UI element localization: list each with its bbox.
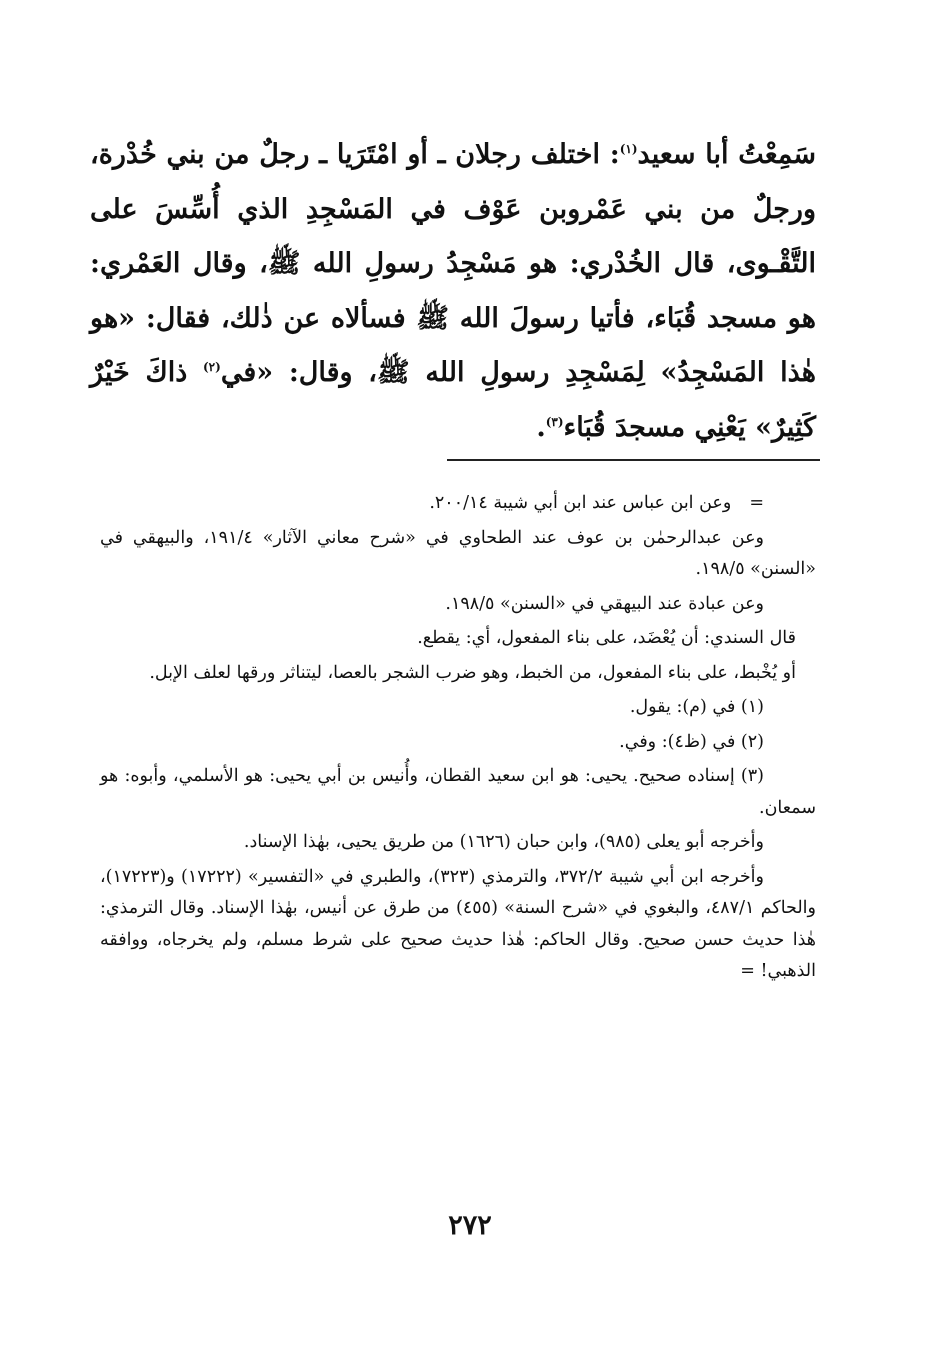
hadith-text-end: .: [536, 411, 546, 443]
footnote-paragraph: وعن عبدالرحمٰن بن عوف عند الطحاوي في «شرح معاني الآثار» ١٩١/٤، والبيهقي في «السنن» ١٩٨/٥.: [100, 527, 816, 579]
footnote-paragraph: [100, 488, 816, 520]
footnote-paragraph: وأخرجه أبو يعلى (٩٨٥)، وابن حبان (١٦٢٦) من طريق يحيى، بهٰذا الإسناد.: [243, 832, 764, 852]
footnote-separator: [447, 459, 820, 461]
footnotes: [100, 488, 816, 991]
footnote-paragraph: أو يُخْبط، على بناء المفعول، من الخبط، وهو ضرب الشجر بالعصا، ليتناثر ورقها لعلف الإبل.: [149, 662, 796, 683]
footnote-paragraph: قال السندي: أن يُعْضَد، على بناء المفعول، أي: يقطع.: [417, 628, 796, 648]
footnote-1: (١) في (م): يقول.: [629, 697, 764, 717]
page-number: ٢٧٢: [448, 1210, 492, 1241]
continuation-mark: =: [749, 493, 764, 513]
footnote-ref-1: (١): [619, 142, 638, 156]
footnote-2: (٢) في (ظ٤): وفي.: [619, 731, 764, 752]
hadith-text-part1: سَمِعْتُ أبا سعيد: [637, 139, 817, 170]
hadith-text: [90, 128, 816, 455]
footnote-paragraph: وأخرجه ابن أبي شيبة ٣٧٢/٢، والترمذي (٣٢٣)، والطبري في «التفسير» (١٧٢٢٢) و(١٧٢٢٣)، والحاكم ٤٨٧/١، والبغوي في «شرح السنة» (٤٥٥) من طرق عن أنيس، بهٰذا الإسناد. وقال الترمذي: هٰذا حديث حسن صحيح. وقال الحاكم: هٰذا حديث صحيح على شرط مسلم، ولم يخرجاه، ووافقه الذهبي! =: [100, 866, 816, 981]
hadith-text-part3: ذاكَ خَيْرٌ كَثِيرٌ» يَعْنِي مسجدَ قُبَاء: [90, 357, 816, 443]
footnote-ref-2: (٢): [202, 360, 221, 374]
hadith-text-part2: : اختلف رجلان ـ أو امْتَرَيا ـ رجلٌ من بني خُدْرة، ورجلٌ من بني عَمْروبن عَوْف في المَسْجِدِ الذي أُسِّسَ على التَّقْـوى، قال الخُدْري: هو مَسْجِدُ رسولِ الله ﷺ، وقال العَمْري: هو مسجد قُبَاء، فأتيا رسولَ الله ﷺ فسألاه عن ذٰلك، فقال: «هو هٰذا المَسْجِدُ» لِمَسْجِدِ رسولِ الله ﷺ، وقال: «في: [90, 139, 816, 388]
footnote-3: (٣) إسناده صحيح. يحيى: هو ابن سعيد القطان، وأُنيس بن أبي يحيى: هو الأسلمي، وأبوه: هو سمعان.: [100, 766, 816, 818]
footnote-text: وعن ابن عباس عند ابن أبي شيبة ٢٠٠/١٤.: [429, 493, 732, 513]
footnote-ref-3: (٣): [545, 414, 564, 429]
footnote-paragraph: وعن عبادة عند البيهقي في «السنن» ١٩٨/٥.: [445, 593, 764, 614]
